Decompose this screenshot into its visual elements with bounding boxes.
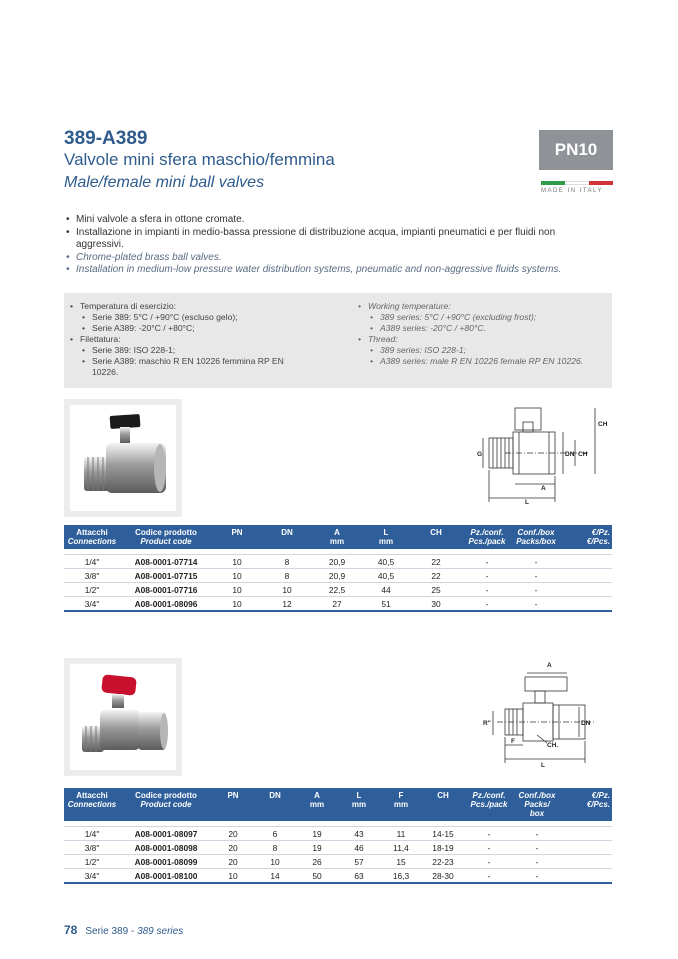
col-connections: Attacchi Connections xyxy=(64,788,120,821)
spec-temp-a389: • Serie A389: -20°C / +80°C; xyxy=(68,323,308,334)
table-row: 3/4" A08-0001-08096 10 12 27 51 30 - - xyxy=(64,597,612,612)
technical-drawing-a389 xyxy=(475,655,615,770)
spec-thread-389-en: • 389 series: ISO 228-1; xyxy=(356,345,606,356)
col-pack: Pz./conf. Pcs./pack xyxy=(464,788,514,821)
dim-l-label-2: L xyxy=(541,762,545,769)
made-in-italy: MADE IN ITALY xyxy=(541,188,603,194)
col-ch: CH xyxy=(422,788,464,821)
product-table-389 xyxy=(64,525,612,612)
pn-badge: PN10 xyxy=(539,130,613,170)
dim-ch-label-2: CH. xyxy=(547,742,559,749)
title-english: Male/female mini ball valves xyxy=(64,174,265,191)
intro-item-en: • Installation in medium-low pressure water distribution systems, pneumatic and non-aggressive fluids systems. xyxy=(62,264,572,277)
spec-temp-label-en: • Working temperature: xyxy=(356,301,606,312)
dim-dn-label: DN xyxy=(565,451,575,458)
spec-thread-label: • Filettatura: xyxy=(68,334,308,345)
page-footer xyxy=(64,923,183,937)
dim-g-label: G xyxy=(477,451,483,458)
col-box: Conf./box Packs/box xyxy=(512,525,560,549)
spec-thread-label-en: • Thread: xyxy=(356,334,606,345)
product-photo-389 xyxy=(64,399,182,517)
col-f: F mm xyxy=(380,788,422,821)
table-row: 1/2" A08-0001-08099 20 10 26 57 15 22-23 - - xyxy=(64,855,612,869)
dim-f-label: F xyxy=(511,738,515,745)
specifications-box xyxy=(64,293,612,388)
dim-r-label: R" xyxy=(483,720,491,727)
col-l: L mm xyxy=(338,788,380,821)
ball-valve-red-handle-image xyxy=(70,664,176,770)
col-a: A mm xyxy=(312,525,362,549)
col-product-code: Codice prodotto Product code xyxy=(120,788,212,821)
dim-ch-label: CH xyxy=(578,451,588,458)
col-ch: CH xyxy=(410,525,462,549)
product-table-a389 xyxy=(64,788,612,884)
col-dn: DN xyxy=(254,788,296,821)
table-row: 3/4" A08-0001-08100 10 14 50 63 16,3 28-30 - - xyxy=(64,869,612,884)
spec-temp-label: • Temperatura di esercizio: xyxy=(68,301,308,312)
table-header-row xyxy=(64,788,612,821)
intro-item: • Mini valvole a sfera in ottone cromate. xyxy=(62,214,572,227)
spec-temp-389-en: • 389 series: 5°C / +90°C (excluding frost); xyxy=(356,312,606,323)
col-pn: PN xyxy=(212,788,254,821)
intro-text xyxy=(62,214,572,277)
table-header-row xyxy=(64,525,612,549)
product-photo-a389 xyxy=(64,658,182,776)
table-row: 1/2" A08-0001-07716 10 10 22,5 44 25 - - xyxy=(64,583,612,597)
col-dn: DN xyxy=(262,525,312,549)
col-pack: Pz./conf. Pcs./pack xyxy=(462,525,512,549)
intro-item: • Installazione in impianti in medio-bassa pressione di distribuzione acqua, impianti pneumatici e per fluidi non aggressivi. xyxy=(62,227,572,252)
col-price: €/Pz. €/Pcs. xyxy=(560,525,612,549)
footer-series-it: Serie 389 - xyxy=(85,926,135,937)
table-row: 3/8" A08-0001-07715 10 8 20,9 40,5 22 - - xyxy=(64,569,612,583)
table-row: 3/8" A08-0001-08098 20 8 19 46 11,4 18-19 - - xyxy=(64,841,612,855)
page-number: 78 xyxy=(64,923,78,937)
title-italian: Valvole mini sfera maschio/femmina xyxy=(64,150,335,169)
col-box: Conf./box Packs/ box xyxy=(514,788,560,821)
table-row: 1/4" A08-0001-07714 10 8 20,9 40,5 22 - - xyxy=(64,555,612,569)
spec-thread-a389: • Serie A389: maschio R EN 10226 femmina RP EN 10226. xyxy=(68,356,308,378)
dim-ch-label-top: CH xyxy=(598,421,608,428)
spec-temp-389: • Serie 389: 5°C / +90°C (escluso gelo); xyxy=(68,312,308,323)
dim-a-label-2: A xyxy=(547,662,552,669)
col-l: L mm xyxy=(362,525,410,549)
col-product-code: Codice prodotto Product code xyxy=(120,525,212,549)
intro-item-en: • Chrome-plated brass ball valves. xyxy=(62,252,572,265)
spec-temp-a389-en: • A389 series: -20°C / +80°C. xyxy=(356,323,606,334)
specs-italian xyxy=(68,301,308,378)
table-row: 1/4" A08-0001-08097 20 6 19 43 11 14-15 - - xyxy=(64,827,612,841)
dim-a-label: A xyxy=(541,485,546,492)
footer-series-en: 389 series xyxy=(137,926,184,937)
product-code-title: 389-A389 xyxy=(64,128,148,149)
col-pn: PN xyxy=(212,525,262,549)
col-a: A mm xyxy=(296,788,338,821)
specs-english xyxy=(356,301,606,367)
dim-l-label: L xyxy=(525,499,529,506)
spec-thread-a389-en: • A389 series: male R EN 10226 female RP EN 10226. xyxy=(356,356,606,367)
technical-drawing-389 xyxy=(465,400,615,515)
ball-valve-black-handle-image xyxy=(70,405,176,511)
dim-dn-label-2: DN xyxy=(581,720,591,727)
col-price: €/Pz. €/Pcs. xyxy=(560,788,612,821)
col-connections: Attacchi Connections xyxy=(64,525,120,549)
spec-thread-389: • Serie 389: ISO 228-1; xyxy=(68,345,308,356)
italy-flag-icon xyxy=(541,181,613,185)
